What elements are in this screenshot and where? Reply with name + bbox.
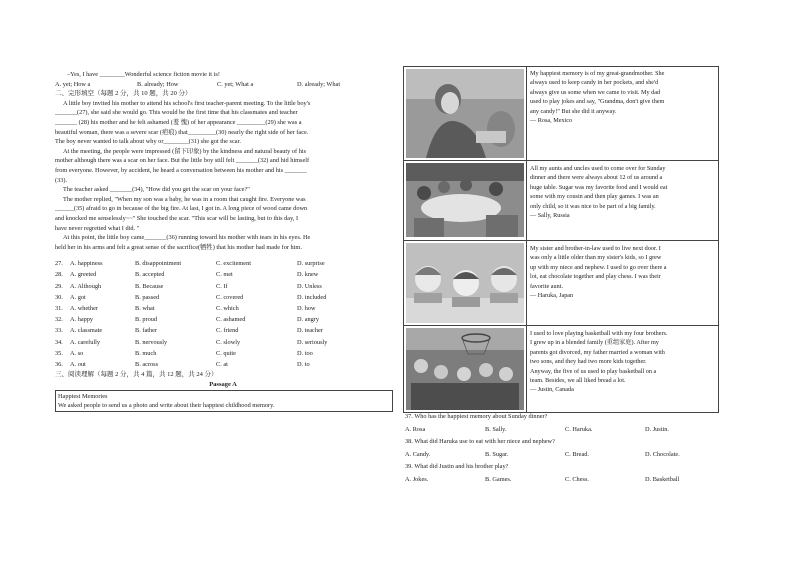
option: A. whether [70,305,98,313]
cloze-passage [55,99,391,253]
option: A. Although [70,282,102,290]
choice-row [55,325,391,336]
box-title: Happiest Memories [58,392,108,400]
memory-line: All my aunts and uncles used to come over for Sunday [530,165,666,172]
memory-line: was only a little older than my sister's kids, so I grew [530,254,662,262]
choice-row [55,337,391,348]
question-26-stem: –Yes, I have ________Wonderful science fiction movie it is! [67,71,220,78]
memory-line: dinner and there were always about 12 of us around a [530,174,663,182]
option: D. teacher [297,327,323,335]
memory-line: some with my cousin and then play games. I was an [530,193,659,201]
option: D. Chocolate. [645,451,680,458]
question-39: 39. What did Justin and his brother play? [405,463,509,470]
option: A. happy [70,316,94,324]
option: A. greeted [70,271,97,279]
option: D. seriously [297,338,328,346]
question-number: 27. [55,260,63,268]
question-number: 29. [55,282,63,290]
cloze-line: held her in his arms and felt a great sense of the sacrifice(牺牲) that his mother had made for him. [55,243,302,251]
memory-text-3 [530,244,716,300]
memory-line: always used to keep candy in her pockets, and she'd [530,79,659,87]
choice-row [55,258,391,269]
cloze-line: have never regretted what I did. " [55,224,140,232]
option: A. carefully [70,338,101,346]
option: D. already; What [297,80,341,88]
option: B. Because [135,282,164,290]
intro-box [55,390,393,412]
cloze-line: At the meeting, the people were impressed (留下印象) by the kindness and natural beauty of his [63,147,307,155]
memory-line: I grew up in a blended family (重组家庭). After my [530,339,659,347]
option: D. Basketball [645,476,680,483]
option: B. across [135,360,159,368]
option: A. Rosa [405,426,426,433]
option: A. got [70,293,86,301]
option: D. Unless [297,282,322,290]
cloze-line: A little boy invited his mother to attend his school's first teacher-parent meeting. To the little boy's [63,99,311,107]
option: B. disappointment [135,260,182,268]
memory-line: any candy!" But she did it anyway. [530,107,617,115]
option: B. already; How [137,80,179,88]
cloze-line: _______(27), she said she would go. This would be the first time that his classmates and teacher [55,109,298,117]
option: C. If [216,282,228,290]
memory-line: My happiest memory is of my great-grandmother. She [530,70,665,77]
option: C. friend [216,327,239,335]
question-number: 35. [55,349,63,357]
elderly-woman-photo [404,67,526,160]
option: B. passed [135,293,160,301]
option: B. father [135,327,158,335]
memory-line: team. Besides, we all liked bread a lot. [530,377,626,385]
option: D. Justin. [645,426,669,433]
cloze-line: _______ (28) his mother and he felt ashamed (羞 愧) of her appearance _________(29) she was a [55,118,302,126]
choice-row [55,281,391,292]
option: D. too [297,349,313,357]
cloze-line: The boy never wanted to talk about why or________(31) she got the scar. [55,138,241,146]
option: D. included [297,293,327,301]
option: C. excitement [216,260,251,268]
choice-row [55,303,391,314]
memory-line: only child, so it was nice to be part of a big family. [530,202,656,210]
option: C. ashamed [216,316,246,324]
question-37: 37. Who has the happiest memory about Sunday dinner? [405,413,548,420]
option: C. yet; What a [217,80,254,88]
memory-line: favorite aunt. [530,282,563,290]
option: C. covered [216,293,244,301]
option: C. met [216,271,233,279]
memory-line: parents got divorced, my father married a woman with [530,348,665,356]
option: D. to [297,360,310,368]
cloze-line: from everyone. However, by accident, he heard a conversation between his mother and his _______ [55,166,307,174]
question-26-options [55,80,391,90]
option: C. Bread. [565,451,589,458]
memory-line: My sister and brother-in-law used to live next door. I [530,245,661,252]
memory-text-2 [530,164,716,220]
option: A. so [70,349,84,357]
option: D. knew [297,271,319,279]
section-2-title: 二、完形填空（每题 2 分，共 10 题，共 20 分） [55,90,192,98]
question-number: 30. [55,293,63,301]
choice-row [55,348,391,359]
question-number: 31. [55,305,63,313]
option: A. Jokes. [405,476,429,483]
option: B. much [135,349,157,357]
option: B. Sugar. [485,451,509,458]
option: B. what [135,305,155,313]
option: A. yet; How a [55,80,91,88]
memory-line: used to play jokes and say, "Grandma, don't give them [530,98,665,106]
option: C. Haruka. [565,426,593,433]
option: B. Games. [485,476,512,483]
cloze-line: At this point, the little boy came_______(36) running toward his mother with tears in his eyes. He [63,234,311,242]
option: A. out [70,360,86,368]
option: D. surprise [297,260,325,268]
cloze-line: The mother replied, "When my son was a baby, he was in a room that caught fire. Everyone was [63,195,306,203]
memory-author: — Justin, Canada [530,386,574,394]
option: A. Candy. [405,451,431,458]
left-column [55,70,391,412]
memory-text-1 [530,69,716,125]
option: C. slowly [216,338,241,346]
option: B. nervously [135,338,168,346]
cloze-line: and knocked me senselessly~~" She touched the scar. "This scar will be lasting, but to this day, I [55,214,299,222]
memory-line: up with my niece and nephew. I used to go over there a [530,263,667,271]
memory-line: huge table. Sugar was my favorite food and I would eat [530,183,668,191]
choice-row [55,269,391,280]
question-38: 38. What did Haruka use to eat with her niece and nephew? [405,438,555,445]
option: D. angry [297,316,320,324]
three-children-photo [404,241,526,325]
question-number: 34. [55,338,63,346]
memories-table [403,66,719,413]
memory-line: Anyway, the five of us used to play basketball on a [530,367,657,375]
cloze-line: ______(35) afraid to go in because of the big fire. At last, I got in. A long piece of wood came down [55,205,308,213]
option: B. Sally. [485,426,507,433]
cloze-line: beautiful woman, there was a severe scar (疤痕) that_________(30) nearly the right side of her face. [55,128,309,136]
cloze-line: The teacher asked _______(34), "How did you get the scar on your face?" [63,186,250,194]
memory-text-4 [530,329,716,395]
memory-line: lot, eat chocolate together and play chess. I was their [530,273,661,281]
cloze-line: mother although there was a scar on her face. But the little boy still felt _______(32) and hid himself [55,157,310,165]
question-number: 32. [55,316,63,324]
question-number: 28. [55,271,63,279]
option: B. proud [135,316,158,324]
memory-line: two sons, and they had two more kids together. [530,358,647,366]
choice-row [55,292,391,303]
option: D. how [297,305,316,313]
option: B. accepted [135,271,165,279]
memory-author: — Rosa, Mexico [530,117,573,125]
option: C. quite [216,349,236,357]
cloze-line: (33). [55,176,68,184]
cloze-choices [55,258,391,370]
passage-title: Passage A [209,380,237,388]
box-text: We asked people to send us a photo and write about their happiest childhood memory. [58,401,275,409]
choice-row [55,359,391,370]
family-dinner-photo [404,161,526,239]
question-number: 36. [55,360,63,368]
option: C. at [216,360,228,368]
memory-author: — Sally, Russia [530,212,570,220]
option: A. classmate [70,327,103,335]
section-3-title: 三、阅读理解（每题 2 分，共 4 篇，共 12 题，共 24 分） [55,371,218,379]
memory-line: always give us some when we came to visit. My dad [530,88,661,96]
option: A. happiness [70,260,103,268]
option: C. Chess. [565,476,589,483]
memory-author: — Haruka, Japan [530,292,574,300]
basketball-boys-photo [404,326,526,412]
memory-line: I used to love playing basketball with my four brothers. [530,330,668,337]
option: C. which [216,305,239,313]
choice-row [55,314,391,325]
question-number: 33. [55,327,63,335]
